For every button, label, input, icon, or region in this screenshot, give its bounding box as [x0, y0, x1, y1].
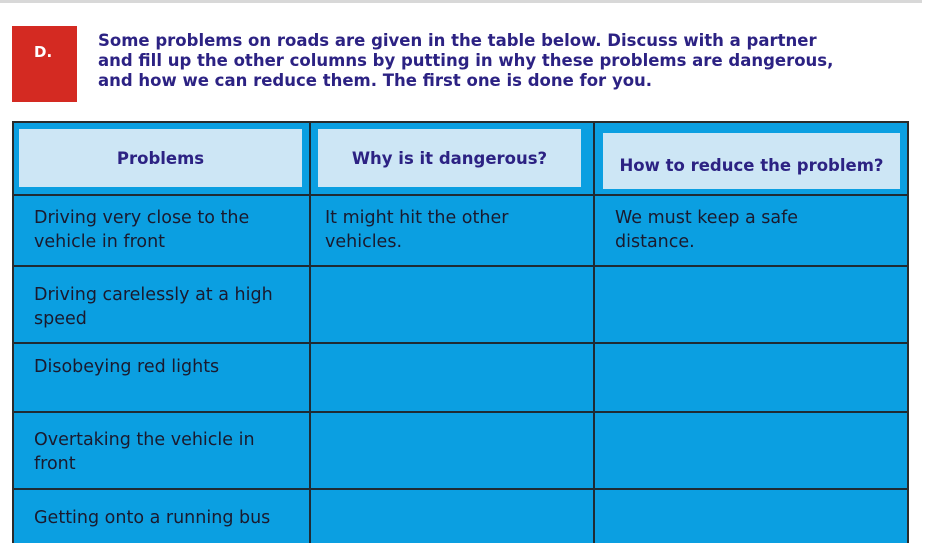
header-problems: Problems	[19, 129, 302, 187]
row-divider	[14, 265, 907, 267]
cell-line: Driving carelessly at a high	[34, 285, 273, 305]
table-row-2-why-blank[interactable]	[325, 278, 585, 333]
table-row-3-why-blank[interactable]	[325, 353, 585, 405]
section-label: D.	[34, 43, 53, 61]
instructions-line-1: Some problems on roads are given in the table below. Discuss with a partner	[98, 31, 817, 50]
cell-line: Getting onto a running bus	[34, 508, 271, 528]
cell-line: front	[34, 454, 76, 474]
cell-line: vehicles.	[325, 232, 403, 252]
cell-line: It might hit the other	[325, 208, 509, 228]
table-row-1-problem	[34, 206, 304, 254]
section-badge	[12, 26, 77, 102]
row-divider	[14, 488, 907, 490]
instructions-text	[98, 31, 918, 91]
column-divider	[593, 123, 595, 543]
table-row-1-how	[615, 206, 895, 254]
row-divider	[14, 194, 907, 196]
row-divider	[14, 342, 907, 344]
table-row-4-how-blank[interactable]	[615, 423, 895, 478]
cell-line: speed	[34, 309, 87, 329]
table-row-2-problem	[34, 283, 304, 331]
cell-line: Driving very close to the	[34, 208, 250, 228]
top-divider	[0, 0, 933, 3]
table-row-5-why-blank[interactable]	[325, 501, 585, 541]
cell-line: vehicle in front	[34, 232, 166, 252]
column-divider	[309, 123, 311, 543]
table-row-3-how-blank[interactable]	[615, 353, 895, 405]
cell-line: We must keep a safe	[615, 208, 799, 228]
right-margin	[922, 0, 933, 543]
table-row-5-problem	[34, 506, 304, 530]
cell-line: Overtaking the vehicle in	[34, 430, 255, 450]
header-why-dangerous: Why is it dangerous?	[318, 129, 581, 187]
table-row-4-why-blank[interactable]	[325, 423, 585, 478]
road-problems-table	[12, 121, 909, 543]
table-row-1-why	[325, 206, 585, 254]
cell-line: distance.	[615, 232, 695, 252]
table-row-4-problem	[34, 428, 304, 476]
table-row-3-problem	[34, 355, 304, 379]
table-row-2-how-blank[interactable]	[615, 278, 895, 333]
instructions-line-2: and fill up the other columns by putting in why these problems are dangerous,	[98, 51, 834, 70]
instructions-line-3: and how we can reduce them. The first one is done for you.	[98, 71, 653, 90]
header-how-to-reduce: How to reduce the problem?	[603, 133, 900, 189]
table-row-5-how-blank[interactable]	[615, 501, 895, 541]
cell-line: Disobeying red lights	[34, 357, 220, 377]
row-divider	[14, 411, 907, 413]
